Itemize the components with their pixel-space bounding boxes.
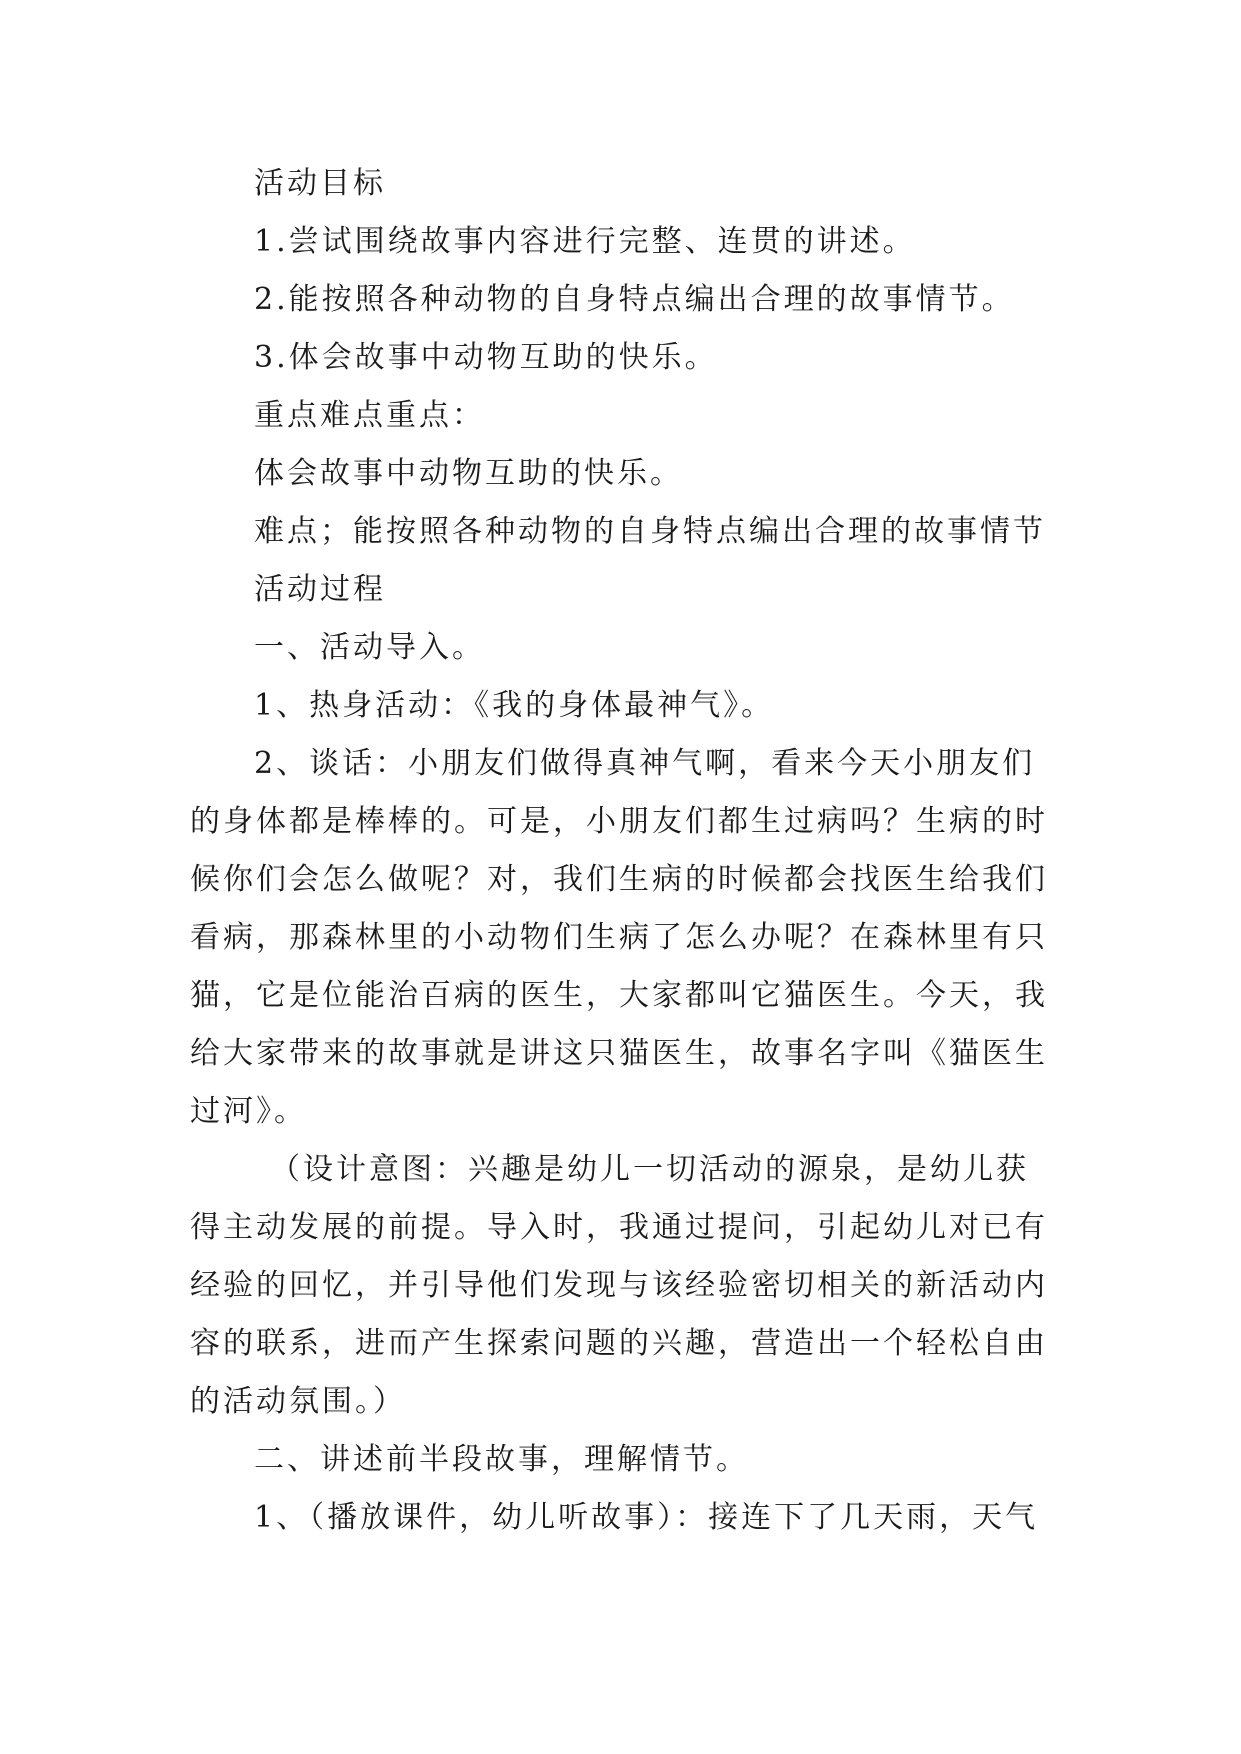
step-item-play-courseware: 1、（播放课件，幼儿听故事）：接连下了几天雨，天气 <box>254 1500 1039 1535</box>
goal-item-2: 2.能按照各种动物的自身特点编出合理的故事情节。 <box>254 282 1015 317</box>
section-heading-activity-process: 活动过程 <box>254 572 386 607</box>
section-heading-activity-goals: 活动目标 <box>254 166 386 201</box>
step-heading-introduction: 一、活动导入。 <box>254 630 485 665</box>
step-item-warmup: 1、热身活动：《我的身体最神气》。 <box>254 688 775 723</box>
section-heading-key-points: 重点难点重点： <box>254 398 485 433</box>
step-item-conversation: 2、谈话：小朋友们做得真神气啊，看来今天小朋友们的身体都是棒棒的。可是，小朋友们都生过病吗？生病的时候你们会怎么做呢？对，我们生病的时候都会找医生给我们看病，那森林里的小动物们生病了怎么办呢？在森林里有只猫，它是位能治百病的医生，大家都叫它猫医生。今天，我给大家带来的故事就是讲这只猫医生，故事名字叫《猫医生过河》。 <box>190 746 1048 1129</box>
design-intent-note: （设计意图：兴趣是幼儿一切活动的源泉，是幼儿获得主动发展的前提。导入时，我通过提问，引起幼儿对已有经验的回忆，并引导他们发现与该经验密切相关的新活动内容的联系，进而产生探索问题的兴趣，营造出一个轻松自由的活动氛围。） <box>190 1152 1048 1419</box>
difficulty-text: 难点；能按照各种动物的自身特点编出合理的故事情节 <box>254 514 1046 549</box>
goal-item-3: 3.体会故事中动物互助的快乐。 <box>254 340 718 375</box>
key-point-text: 体会故事中动物互助的快乐。 <box>254 456 683 491</box>
document-body <box>190 155 1050 1547</box>
goal-item-1: 1.尝试围绕故事内容进行完整、连贯的讲述。 <box>254 224 916 259</box>
step-heading-story-first-half: 二、讲述前半段故事，理解情节。 <box>254 1442 749 1477</box>
